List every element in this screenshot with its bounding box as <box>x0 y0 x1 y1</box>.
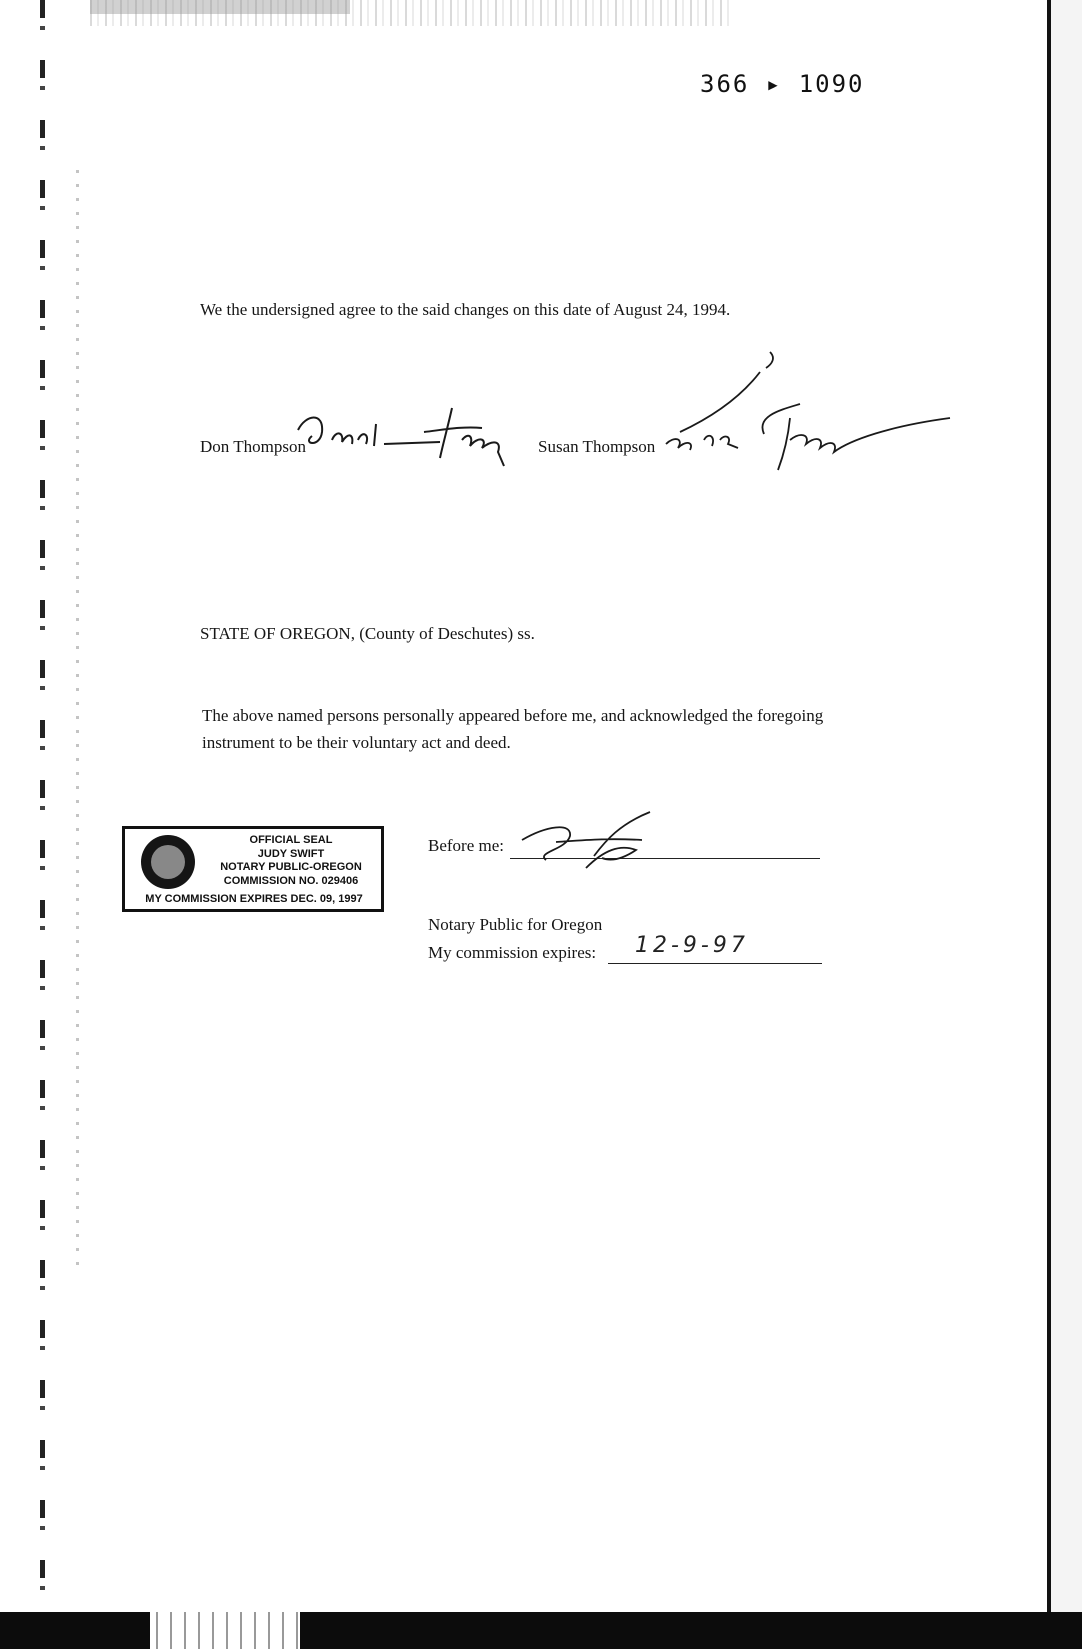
before-me-label: Before me: <box>428 836 504 855</box>
acknowledgment-statement: The above named persons personally appeared before me, and acknowledged the foregoing instrument to be their voluntary act and deed. <box>202 706 824 752</box>
seal-line: NOTARY PUBLIC-OREGON <box>220 861 362 873</box>
susan-signature <box>660 344 960 484</box>
notary-title: Notary Public for Oregon <box>428 915 603 934</box>
scan-left-specks <box>76 170 79 1270</box>
agreement-statement: We the undersigned agree to the said changes on this date of August 24, 1994. <box>200 300 731 319</box>
state-seal-emblem <box>141 835 195 889</box>
notary-seal-stamp <box>122 826 384 912</box>
commission-expires-label: My commission expires: <box>428 943 597 962</box>
notary-signature <box>516 810 656 880</box>
page-number: 366 ▸ 1090 <box>700 70 865 98</box>
scan-right-shade <box>1051 0 1082 1649</box>
seal-expiration-line: MY COMMISSION EXPIRES DEC. 09, 1997 <box>145 893 363 905</box>
commission-expires-line <box>608 963 822 964</box>
scan-bottom-noise <box>150 1612 300 1649</box>
scan-left-edge <box>40 0 45 1649</box>
commission-expires-date: 12-9-97 <box>635 933 749 958</box>
scan-right-edge <box>1047 0 1051 1649</box>
seal-line: COMMISSION NO. 029406 <box>223 874 359 887</box>
signer-label-don: Don Thompson <box>200 437 306 456</box>
seal-line: JUDY SWIFT <box>257 847 325 860</box>
signer-label-susan: Susan Thompson <box>538 437 656 456</box>
seal-text-block <box>201 834 381 888</box>
venue-statement: STATE OF OREGON, (County of Deschutes) ss. <box>200 624 535 643</box>
scan-noise-top-dark <box>90 0 350 14</box>
don-signature <box>292 396 532 472</box>
seal-line: OFFICIAL SEAL <box>249 834 333 846</box>
